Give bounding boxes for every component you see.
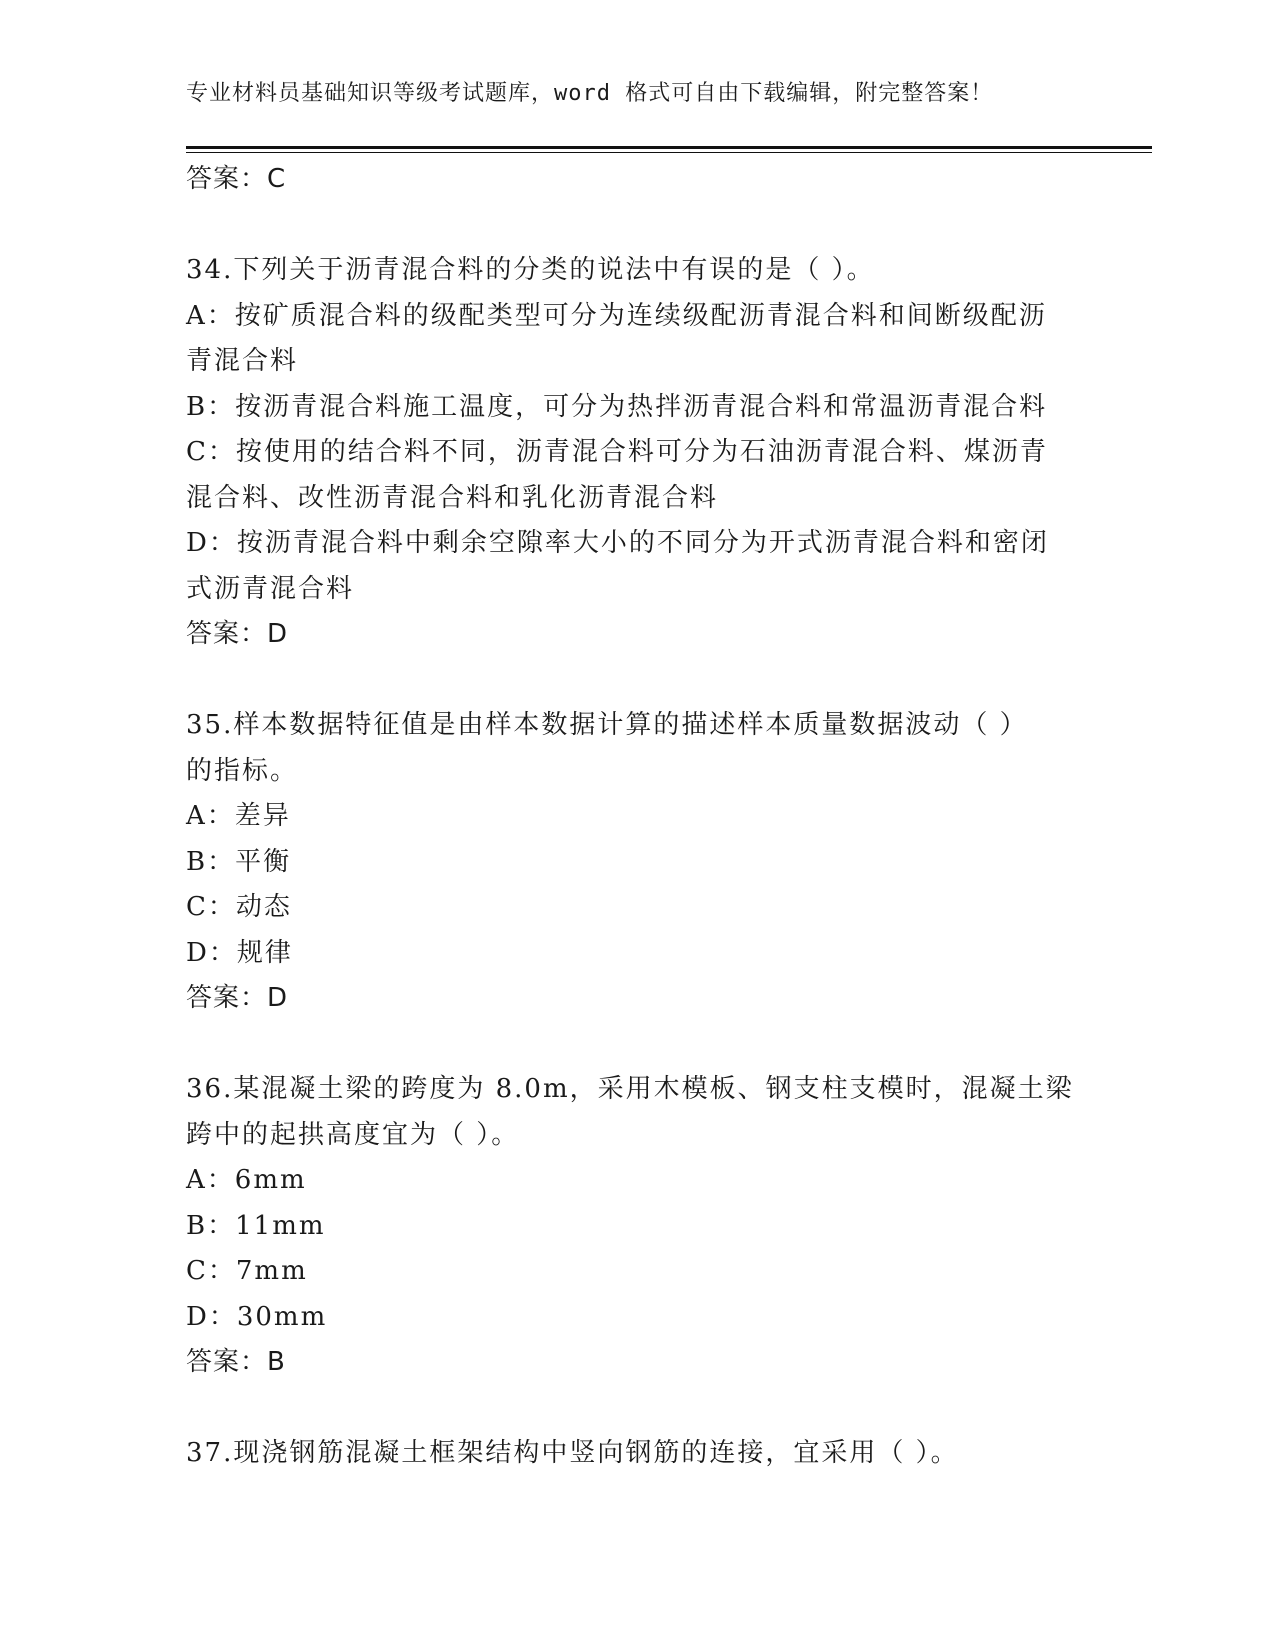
- question-35: [186, 703, 1086, 1022]
- spacer: [186, 203, 1086, 249]
- option-text: D：按沥青混合料中剩余空隙率大小的不同分为开式沥青混合料和密闭: [186, 528, 1049, 558]
- question-stem: 37.现浇钢筋混凝土框架结构中竖向钢筋的连接，宜采用（ ）。: [186, 1438, 959, 1468]
- answer-35: 答案：D: [186, 983, 289, 1013]
- option-c: C：动态: [186, 892, 292, 922]
- option-b: B：11mm: [186, 1210, 326, 1241]
- option-text: C：按使用的结合料不同，沥青混合料可分为石油沥青混合料、煤沥青: [186, 437, 1048, 467]
- option-b: [186, 385, 1086, 431]
- option-text: 青混合料: [186, 346, 299, 376]
- option-text: 混合料、改性沥青混合料和乳化沥青混合料: [186, 482, 719, 513]
- question-37: [186, 1431, 1086, 1477]
- question-34: [186, 248, 1086, 658]
- option-d: [186, 521, 1086, 612]
- answer-36: 答案：B: [186, 1347, 286, 1377]
- option-d: D：30mm: [186, 1301, 328, 1332]
- option-text: B：按沥青混合料施工温度，可分为热拌沥青混合料和常温沥青混合料: [186, 391, 1048, 422]
- question-stem: 的指标。: [186, 755, 299, 786]
- spacer: [186, 1022, 1086, 1068]
- question-36: [186, 1067, 1086, 1386]
- question-stem: 34.下列关于沥青混合料的分类的说法中有误的是（ ）。: [186, 255, 875, 285]
- spacer: [186, 658, 1086, 704]
- question-stem: 跨中的起拱高度宜为（ ）。: [186, 1119, 520, 1150]
- option-a: A：6mm: [186, 1165, 307, 1195]
- page-header: 专业材料员基础知识等级考试题库，word 格式可自由下载编辑，附完整答案！: [186, 81, 994, 106]
- option-a: A：差异: [186, 801, 291, 831]
- question-list: [186, 157, 1086, 1477]
- header-rule-thick: [186, 146, 1152, 149]
- option-c: [186, 430, 1086, 521]
- option-b: B：平衡: [186, 846, 292, 877]
- header-rule-thin: [186, 152, 1152, 153]
- answer-33: 答案：C: [186, 164, 287, 194]
- answer-34: 答案：D: [186, 619, 289, 649]
- option-d: D：规律: [186, 937, 293, 968]
- option-c: C：7mm: [186, 1256, 308, 1286]
- question-stem: 35.样本数据特征值是由样本数据计算的描述样本质量数据波动（ ）: [186, 710, 1028, 740]
- option-text: 式沥青混合料: [186, 573, 355, 604]
- option-text: A：按矿质混合料的级配类型可分为连续级配沥青混合料和间断级配沥: [186, 300, 1047, 331]
- spacer: [186, 1386, 1086, 1432]
- question-stem: 36.某混凝土梁的跨度为 8.0m，采用木模板、钢支柱支模时，混凝土梁: [186, 1074, 1074, 1104]
- option-a: [186, 294, 1086, 385]
